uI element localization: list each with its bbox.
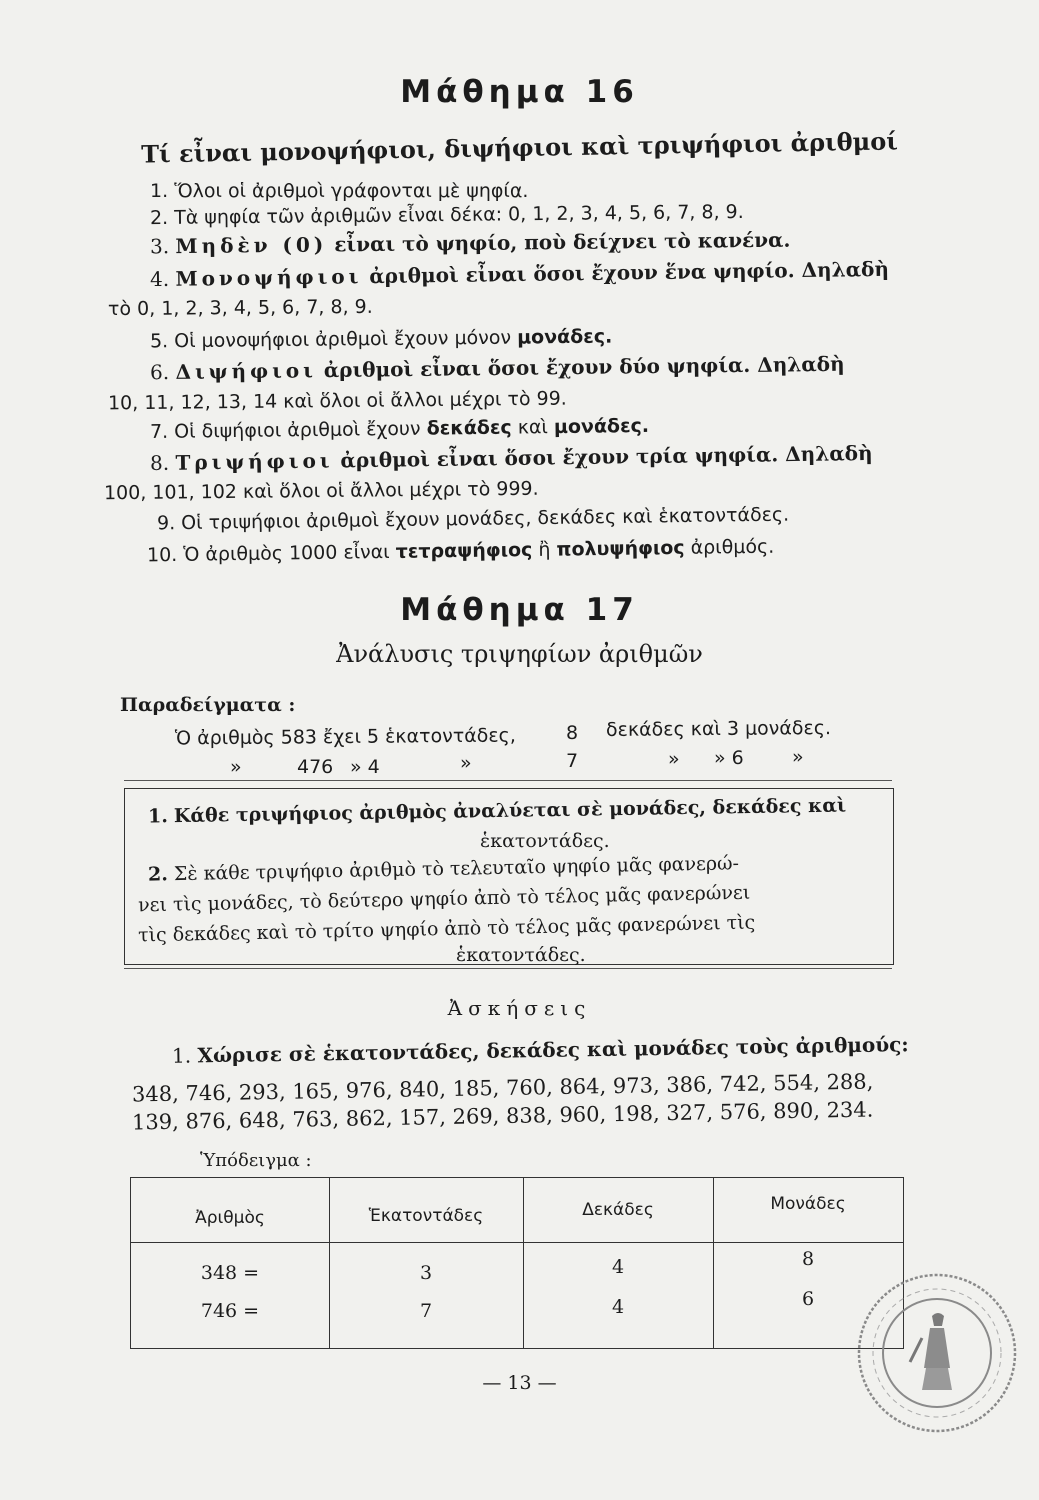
table-row-2-hundreds: 7 [419, 1300, 433, 1322]
item-number: 1. [150, 180, 169, 202]
rule-1-continued: ἑκατοντάδες. [480, 830, 610, 852]
rules-box-top-rule [124, 780, 892, 781]
item-text: Ὅλοι οἱ ἀριθμοὶ γράφονται μὲ ψηφία. [174, 180, 529, 202]
item-number: 7. [149, 420, 169, 444]
item-number: 5. [149, 330, 169, 353]
example-2-ditto-4: » [792, 746, 804, 768]
rule-number: 2. [147, 863, 169, 886]
item-term: Διψήφιοι [175, 358, 317, 384]
examples-label: Παραδείγματα : [120, 694, 296, 716]
item-text: Οἱ τριψήφιοι ἀριθμοὶ ἔχουν μονάδες, δεκάδες καὶ ἑκατοντάδες. [181, 503, 790, 535]
item-text: ἀριθμοὶ εἶναι ὅσοι ἔχουν ἕνα ψηφίο. Δηλαδὴ [362, 256, 890, 289]
table-header-tens: Δεκάδες [582, 1200, 654, 1220]
item-2 [150, 201, 744, 229]
item-term: Τριψήφιοι [175, 448, 334, 475]
table-row-2-tens: 4 [611, 1296, 625, 1318]
rule-2-line-3: τὶς δεκάδες καὶ τὸ τρίτο ψηφίο ἀπὸ τὸ τέλος μᾶς φανερώνει τὶς [137, 911, 756, 947]
item-8-continued: 100, 101, 102 καὶ ὅλοι οἱ ἄλλοι μέχρι τὸ 999. [103, 477, 539, 505]
example-label: Ὑπόδειγμα : [200, 1150, 312, 1171]
table-header-number: Ἀριθμὸς [195, 1208, 265, 1228]
item-6-continued: 10, 11, 12, 13, 14 καὶ ὅλοι οἱ ἄλλοι μέχρι τὸ 99. [107, 387, 567, 415]
item-number: 10. [146, 543, 178, 567]
library-stamp [852, 1268, 1022, 1438]
example-2-ditto-1: » [230, 756, 242, 778]
example-1 [175, 725, 516, 750]
item-text: Οἱ διψήφιοι ἀριθμοὶ ἔχουν [174, 417, 427, 443]
item-6 [150, 352, 845, 384]
item-text: Ὁ ἀριθμὸς 1000 εἶναι [183, 540, 396, 566]
item-10 [147, 536, 774, 567]
item-text: ἀριθμός. [684, 535, 775, 559]
table-header-hundreds: Ἑκατοντάδες [368, 1206, 484, 1226]
table-row-2-units: 6 [801, 1288, 815, 1310]
item-4-continued: τὸ 0, 1, 2, 3, 4, 5, 6, 7, 8, 9. [107, 295, 373, 321]
item-4 [150, 257, 889, 291]
item-number: 8. [149, 450, 170, 476]
example-1-rest: δεκάδες καὶ 3 μονάδες. [605, 717, 832, 741]
rules-box-bottom-rule [124, 968, 892, 969]
exercises-title: Ἀσκήσεις [447, 996, 592, 1020]
rule-text: Κάθε τριψήφιος ἀριθμὸς ἀναλύεται σὲ μονάδες, δεκάδες καὶ [173, 794, 847, 828]
item-text: Τὰ ψηφία τῶν ἀριθμῶν εἶναι δέκα: 0, 1, 2, 3, 4, 5, 6, 7, 8, 9. [174, 200, 744, 229]
numbers-line-2: 139, 876, 648, 763, 862, 157, 269, 838, 960, 198, 327, 576, 890, 234. [131, 1097, 874, 1135]
item-text: ἢ [532, 538, 557, 561]
item-text: εἶναι τὸ ψηφίο, ποὺ δείχνει τὸ κανένα. [327, 227, 791, 257]
item-text: καὶ [511, 416, 555, 439]
item-term: Μονοψήφιοι [175, 264, 363, 291]
item-9 [157, 504, 789, 535]
item-5 [150, 326, 612, 353]
rule-number: 1. [147, 805, 169, 828]
lesson-17-title: Μάθημα 17 [400, 592, 639, 628]
table-row-2-number: 746 = [200, 1300, 260, 1322]
example-table [130, 1177, 904, 1349]
example-2-number: 476 [297, 756, 334, 778]
item-emphasis: μονάδες. [553, 414, 650, 439]
rule-text: Σὲ κάθε τριψήφιο ἀριθμὸ τὸ τελευταῖο ψηφίο μᾶς φανερώ- [173, 852, 740, 886]
item-emphasis: τετραψήφιος [395, 538, 533, 563]
example-2-ditto-3: » [668, 748, 680, 770]
example-2-hundreds: » 4 [350, 756, 380, 778]
rule-2-line-4: ἑκατοντάδες. [456, 944, 586, 966]
item-emphasis: μονάδες. [517, 325, 613, 349]
example-2-tens: 7 [566, 750, 579, 772]
table-header-divider [131, 1242, 903, 1243]
item-text: Οἱ μονοψήφιοι ἀριθμοὶ ἔχουν μόνον [174, 326, 518, 353]
item-emphasis: δεκάδες [426, 416, 512, 440]
lesson-16-heading: Τί εἶναι μονοψήφιοι, διψήφιοι καὶ τριψήφιοι ἀριθμοί [140, 126, 899, 169]
item-8 [150, 441, 873, 475]
item-3 [150, 228, 791, 259]
item-1 [150, 180, 528, 202]
exercise-number: 1. [171, 1043, 192, 1068]
lesson-16-title: Μάθημα 16 [400, 74, 639, 110]
table-row-1-tens: 4 [611, 1256, 625, 1278]
example-text: Ὁ ἀριθμὸς 583 ἔχει 5 ἑκατοντάδες, [174, 724, 516, 750]
exercise-text: Χώρισε σὲ ἑκατοντάδες, δεκάδες καὶ μονάδες τοὺς ἀριθμούς: [197, 1032, 909, 1068]
item-emphasis: πολυψήφιος [556, 536, 685, 561]
page-number: — 13 — [482, 1372, 557, 1394]
table-row-1-number: 348 = [200, 1262, 260, 1284]
lesson-17-heading: Ἀνάλυσις τριψηφίων ἀριθμῶν [336, 640, 703, 668]
item-number: 4. [149, 266, 170, 292]
item-text: ἀριθμοὶ εἶναι ὅσοι ἔχουν τρία ψηφία. Δηλαδὴ [333, 440, 873, 473]
rule-2-line-2: νει τὶς μονάδες, τὸ δεύτερο ψηφίο ἀπὸ τὸ τέλος μᾶς φανερώνει [137, 881, 751, 917]
table-header-units: Μονάδες [770, 1194, 846, 1214]
example-2-ditto-2: » [460, 752, 472, 774]
item-number: 9. [156, 512, 176, 535]
item-text: ἀριθμοὶ εἶναι ὅσοι ἔχουν δύο ψηφία. Δηλαδὴ [316, 351, 845, 383]
example-2-units: » 6 [714, 747, 744, 769]
example-1-tens: 8 [566, 722, 579, 744]
table-row-1-hundreds: 3 [419, 1262, 433, 1284]
item-number: 6. [149, 360, 170, 385]
item-number: 2. [149, 206, 169, 230]
item-7 [150, 415, 649, 443]
exercise-1 [172, 1032, 909, 1068]
item-number: 3. [149, 234, 170, 259]
table-row-1-units: 8 [801, 1248, 815, 1270]
numbers-line-1: 348, 746, 293, 165, 976, 840, 185, 760, 864, 973, 386, 742, 554, 288, [131, 1069, 874, 1107]
item-term: Μηδὲν (0) [175, 232, 328, 259]
